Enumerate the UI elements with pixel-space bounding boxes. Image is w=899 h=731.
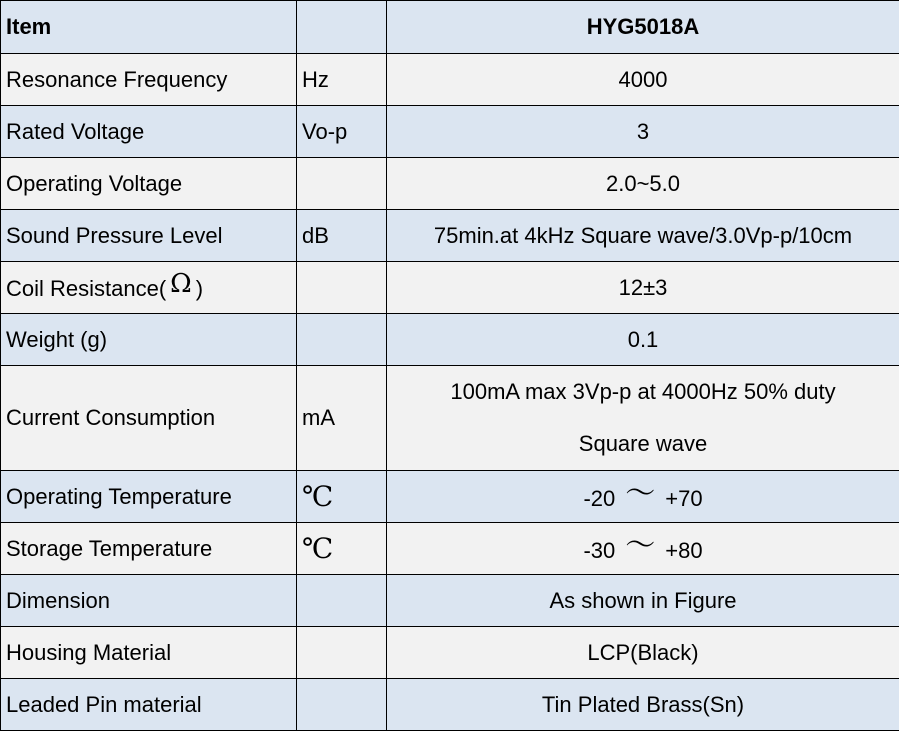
row-unit <box>297 627 387 679</box>
row-item: Weight (g) <box>1 314 297 366</box>
table-row-weight <box>1 314 899 366</box>
row-value <box>387 471 899 523</box>
range-separator: ～ <box>625 476 655 511</box>
table-row-current-consumption <box>1 366 899 471</box>
row-unit: dB <box>297 210 387 262</box>
row-value: 0.1 <box>387 314 899 366</box>
row-item: Storage Temperature <box>1 523 297 575</box>
table-row-operating-temperature <box>1 471 899 523</box>
celsius-unit: ℃ <box>297 471 387 523</box>
row-value: As shown in Figure <box>387 575 899 627</box>
row-value: Tin Plated Brass(Sn) <box>387 679 899 731</box>
row-item: Sound Pressure Level <box>1 210 297 262</box>
table-row-storage-temperature <box>1 523 899 575</box>
row-value: 4000 <box>387 54 899 106</box>
table-row-coil-resistance <box>1 262 899 314</box>
header-item: Item <box>1 1 297 54</box>
row-item: Housing Material <box>1 627 297 679</box>
header-model: HYG5018A <box>387 1 899 54</box>
row-item-suffix: ) <box>196 276 203 301</box>
table-row-operating-voltage <box>1 158 899 210</box>
row-unit: Hz <box>297 54 387 106</box>
range-separator: ～ <box>625 528 655 563</box>
row-item: Current Consumption <box>1 366 297 471</box>
celsius-unit: ℃ <box>297 523 387 575</box>
table-row-leaded-pin-material <box>1 679 899 731</box>
table-row-dimension <box>1 575 899 627</box>
row-value <box>387 523 899 575</box>
row-value-line1: 100mA max 3Vp-p at 4000Hz 50% duty <box>450 379 835 404</box>
table-row-resonance-frequency <box>1 54 899 106</box>
row-unit <box>297 679 387 731</box>
row-value: 75min.at 4kHz Square wave/3.0Vp-p/10cm <box>387 210 899 262</box>
row-unit <box>297 158 387 210</box>
ohm-symbol: Ω <box>170 269 192 299</box>
row-value-max: +70 <box>665 486 702 511</box>
row-item-prefix: Coil Resistance( <box>6 276 166 301</box>
header-unit <box>297 1 387 54</box>
row-value: 3 <box>387 106 899 158</box>
row-item: Leaded Pin material <box>1 679 297 731</box>
row-item: Operating Temperature <box>1 471 297 523</box>
row-unit <box>297 575 387 627</box>
row-item: Operating Voltage <box>1 158 297 210</box>
table-row-housing-material <box>1 627 899 679</box>
row-value <box>387 366 899 471</box>
row-value: 12±3 <box>387 262 899 314</box>
row-item: Resonance Frequency <box>1 54 297 106</box>
table-row-sound-pressure-level <box>1 210 899 262</box>
row-unit: Vo-p <box>297 106 387 158</box>
row-unit <box>297 314 387 366</box>
row-value: LCP(Black) <box>387 627 899 679</box>
row-value-line2: Square wave <box>579 431 707 456</box>
row-unit <box>297 262 387 314</box>
table-header-row <box>1 1 899 54</box>
row-value-min: -30 <box>583 538 615 563</box>
row-item <box>1 262 297 314</box>
row-value-min: -20 <box>583 486 615 511</box>
row-item: Dimension <box>1 575 297 627</box>
table-row-rated-voltage <box>1 106 899 158</box>
row-value-max: +80 <box>665 538 702 563</box>
row-unit: mA <box>297 366 387 471</box>
row-value: 2.0~5.0 <box>387 158 899 210</box>
row-item: Rated Voltage <box>1 106 297 158</box>
